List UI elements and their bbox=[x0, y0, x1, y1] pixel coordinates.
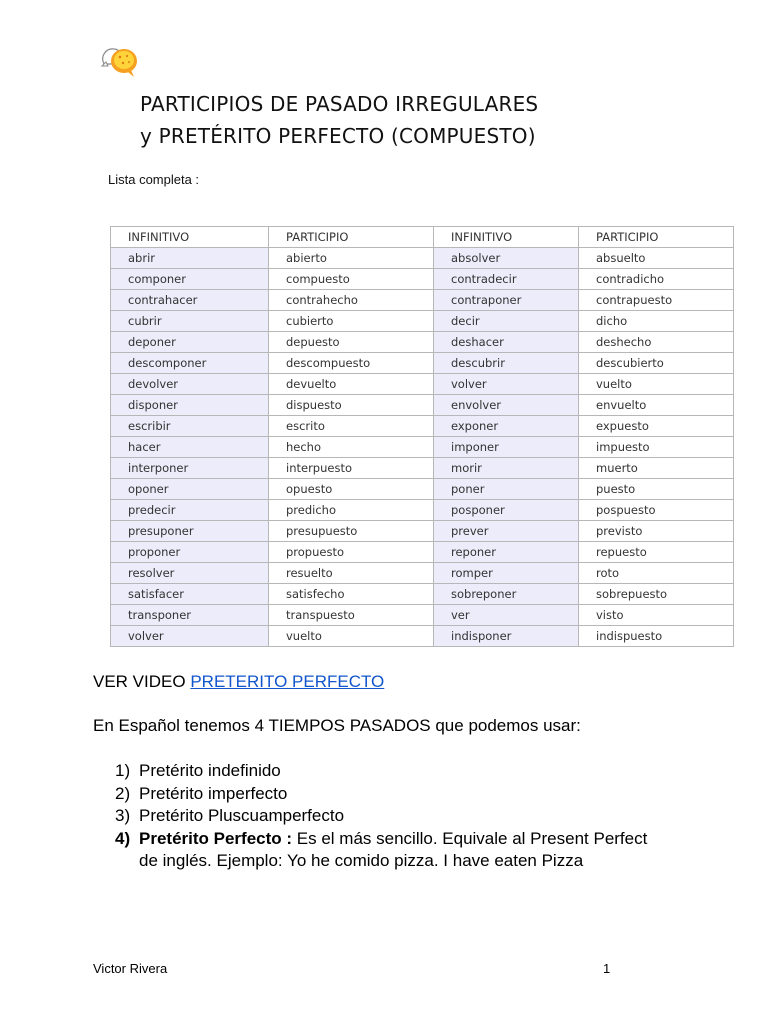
list-number: 1) bbox=[115, 761, 131, 780]
infinitive-cell: ver bbox=[434, 605, 579, 626]
tense-title: Pretérito imperfecto bbox=[139, 783, 288, 803]
infinitive-cell: romper bbox=[434, 563, 579, 584]
table-row bbox=[111, 584, 734, 605]
participle-cell: compuesto bbox=[269, 269, 434, 290]
table-row bbox=[111, 290, 734, 311]
list-number: 3) bbox=[115, 806, 131, 826]
participles-table bbox=[110, 226, 734, 647]
list-subtitle: Lista completa : bbox=[108, 172, 200, 187]
participle-cell: dispuesto bbox=[269, 395, 434, 416]
list-number: 2) bbox=[115, 783, 131, 803]
infinitive-cell: transponer bbox=[111, 605, 269, 626]
participle-cell: pospuesto bbox=[579, 500, 734, 521]
infinitive-cell: morir bbox=[434, 458, 579, 479]
participle-cell: indispuesto bbox=[579, 626, 734, 647]
participle-cell: deshecho bbox=[579, 332, 734, 353]
column-header-infinitive: INFINITIVO bbox=[111, 227, 269, 248]
participle-cell: opuesto bbox=[269, 479, 434, 500]
participle-cell: previsto bbox=[579, 521, 734, 542]
table-row bbox=[111, 416, 734, 437]
past-tenses-list bbox=[93, 760, 653, 873]
tense-description: Es el más sencillo. Equivale al Present Perfect de inglés. Ejemplo: Yo he comido pizza. I have eaten Pizza bbox=[139, 828, 648, 871]
infinitive-cell: deponer bbox=[111, 332, 269, 353]
infinitive-cell: imponer bbox=[434, 437, 579, 458]
infinitive-cell: poner bbox=[434, 479, 579, 500]
title-line-1: PARTICIPIOS DE PASADO IRREGULARES bbox=[140, 92, 539, 116]
video-prefix: VER VIDEO bbox=[93, 672, 186, 691]
table-row bbox=[111, 269, 734, 290]
infinitive-cell: exponer bbox=[434, 416, 579, 437]
table-row bbox=[111, 479, 734, 500]
infinitive-cell: decir bbox=[434, 311, 579, 332]
infinitive-cell: contrahacer bbox=[111, 290, 269, 311]
tense-title: Pretérito indefinido bbox=[139, 761, 281, 780]
participle-cell: hecho bbox=[269, 437, 434, 458]
table-row bbox=[111, 605, 734, 626]
infinitive-cell: posponer bbox=[434, 500, 579, 521]
infinitive-cell: componer bbox=[111, 269, 269, 290]
infinitive-cell: deshacer bbox=[434, 332, 579, 353]
table-row bbox=[111, 395, 734, 416]
tense-title: Pretérito Perfecto : bbox=[139, 828, 293, 848]
participle-cell: contradicho bbox=[579, 269, 734, 290]
table-row bbox=[111, 374, 734, 395]
table-row bbox=[111, 437, 734, 458]
table-row bbox=[111, 563, 734, 584]
column-header-infinitive: INFINITIVO bbox=[434, 227, 579, 248]
participle-cell: envuelto bbox=[579, 395, 734, 416]
participle-cell: visto bbox=[579, 605, 734, 626]
infinitive-cell: prever bbox=[434, 521, 579, 542]
page-number: 1 bbox=[603, 961, 611, 976]
participle-cell: repuesto bbox=[579, 542, 734, 563]
infinitive-cell: interponer bbox=[111, 458, 269, 479]
participle-cell: impuesto bbox=[579, 437, 734, 458]
title-line-2: y PRETÉRITO PERFECTO (COMPUESTO) bbox=[140, 124, 536, 148]
page-title bbox=[140, 88, 538, 152]
infinitive-cell: presuponer bbox=[111, 521, 269, 542]
infinitive-cell: predecir bbox=[111, 500, 269, 521]
infinitive-cell: volver bbox=[434, 374, 579, 395]
column-header-participle: PARTICIPIO bbox=[579, 227, 734, 248]
list-number: 4) bbox=[115, 828, 131, 848]
participle-cell: contrahecho bbox=[269, 290, 434, 311]
participle-cell: abierto bbox=[269, 248, 434, 269]
infinitive-cell: oponer bbox=[111, 479, 269, 500]
column-header-participle: PARTICIPIO bbox=[269, 227, 434, 248]
participle-cell: interpuesto bbox=[269, 458, 434, 479]
infinitive-cell: cubrir bbox=[111, 311, 269, 332]
infinitive-cell: descubrir bbox=[434, 353, 579, 374]
infinitive-cell: hacer bbox=[111, 437, 269, 458]
participle-cell: propuesto bbox=[269, 542, 434, 563]
participle-cell: predicho bbox=[269, 500, 434, 521]
table-row bbox=[111, 626, 734, 647]
table-row bbox=[111, 458, 734, 479]
infinitive-cell: satisfacer bbox=[111, 584, 269, 605]
table-row bbox=[111, 332, 734, 353]
infinitive-cell: escribir bbox=[111, 416, 269, 437]
participle-cell: escrito bbox=[269, 416, 434, 437]
participle-cell: satisfecho bbox=[269, 584, 434, 605]
intro-text: En Español tenemos 4 TIEMPOS PASADOS que podemos usar: bbox=[93, 716, 581, 735]
participle-cell: cubierto bbox=[269, 311, 434, 332]
participle-cell: sobrepuesto bbox=[579, 584, 734, 605]
infinitive-cell: absolver bbox=[434, 248, 579, 269]
video-line bbox=[93, 672, 384, 692]
table-row bbox=[111, 521, 734, 542]
participle-cell: contrapuesto bbox=[579, 290, 734, 311]
infinitive-cell: abrir bbox=[111, 248, 269, 269]
participle-cell: descompuesto bbox=[269, 353, 434, 374]
infinitive-cell: reponer bbox=[434, 542, 579, 563]
participle-cell: devuelto bbox=[269, 374, 434, 395]
table-row bbox=[111, 248, 734, 269]
participle-cell: descubierto bbox=[579, 353, 734, 374]
participle-cell: expuesto bbox=[579, 416, 734, 437]
participle-cell: absuelto bbox=[579, 248, 734, 269]
participle-cell: muerto bbox=[579, 458, 734, 479]
infinitive-cell: resolver bbox=[111, 563, 269, 584]
participle-cell: vuelto bbox=[269, 626, 434, 647]
participle-cell: transpuesto bbox=[269, 605, 434, 626]
table-row bbox=[111, 500, 734, 521]
list-item bbox=[93, 828, 653, 873]
table-row bbox=[111, 311, 734, 332]
footer-author: Victor Rivera bbox=[93, 961, 168, 976]
speech-bubble-logo-icon bbox=[98, 44, 142, 80]
participle-cell: roto bbox=[579, 563, 734, 584]
list-item bbox=[93, 760, 653, 783]
tense-title: Pretérito Pluscuamperfecto bbox=[139, 806, 345, 826]
participle-cell: resuelto bbox=[269, 563, 434, 584]
infinitive-cell: disponer bbox=[111, 395, 269, 416]
video-link[interactable]: PRETERITO PERFECTO bbox=[190, 672, 385, 691]
table-row bbox=[111, 542, 734, 563]
infinitive-cell: indisponer bbox=[434, 626, 579, 647]
table-header-row bbox=[111, 227, 734, 248]
infinitive-cell: envolver bbox=[434, 395, 579, 416]
participle-cell: puesto bbox=[579, 479, 734, 500]
infinitive-cell: volver bbox=[111, 626, 269, 647]
participle-cell: vuelto bbox=[579, 374, 734, 395]
participle-cell: dicho bbox=[579, 311, 734, 332]
infinitive-cell: contraponer bbox=[434, 290, 579, 311]
infinitive-cell: proponer bbox=[111, 542, 269, 563]
infinitive-cell: devolver bbox=[111, 374, 269, 395]
list-item bbox=[93, 783, 653, 806]
participle-cell: depuesto bbox=[269, 332, 434, 353]
infinitive-cell: sobreponer bbox=[434, 584, 579, 605]
list-item bbox=[93, 805, 653, 828]
infinitive-cell: descomponer bbox=[111, 353, 269, 374]
infinitive-cell: contradecir bbox=[434, 269, 579, 290]
table-row bbox=[111, 353, 734, 374]
participle-cell: presupuesto bbox=[269, 521, 434, 542]
